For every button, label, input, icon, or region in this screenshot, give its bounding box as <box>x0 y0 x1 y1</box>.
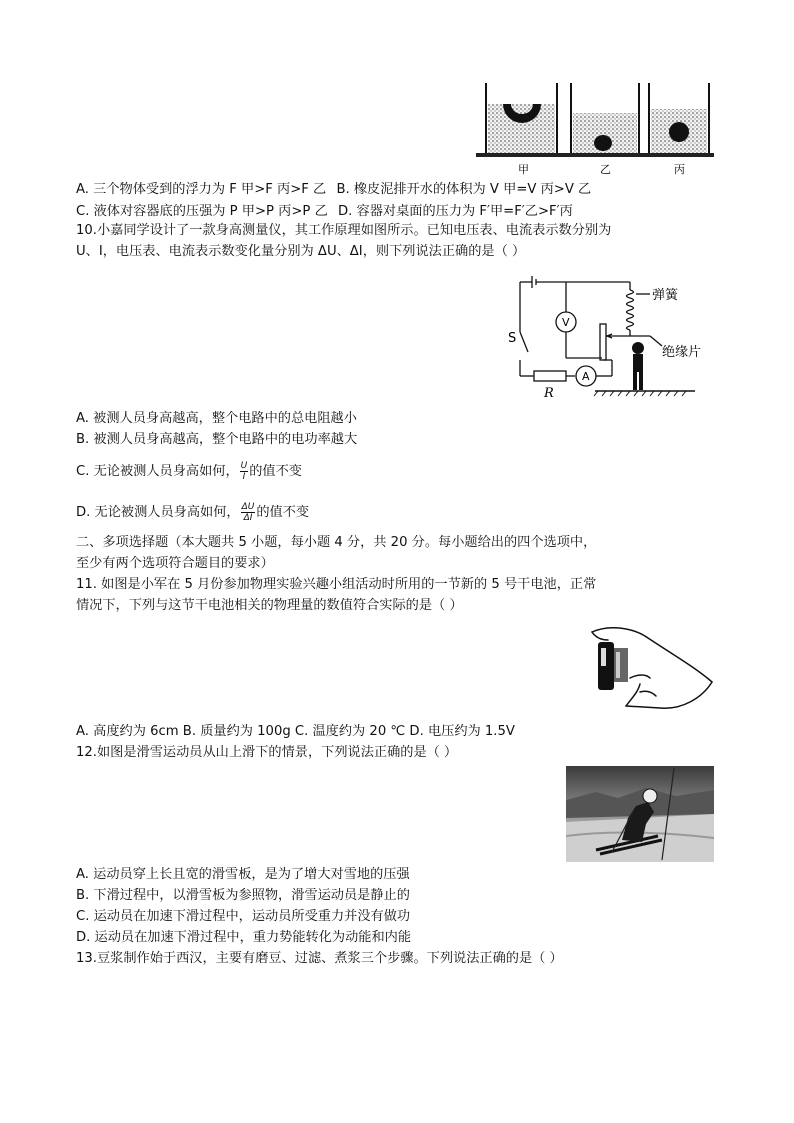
q9-option-b[interactable]: B. 橡皮泥排开水的体积为 V 甲=V 丙>V 乙 <box>336 182 592 197</box>
beaker-label-bing: 丙 <box>674 163 685 176</box>
fraction-du-over-di: $\frac{\Delta U}{\Delta I}$ <box>241 501 255 523</box>
insulator-label: 绝缘片 <box>662 345 702 360</box>
q10-stem-line-1: 10.小嘉同学设计了一款身高测量仪，其工作原理如图所示。已知电压表、电流表示数分别为 <box>76 223 612 238</box>
q12-option-b[interactable]: B. 下滑过程中，以滑雪板为参照物，滑雪运动员是静止的 <box>76 888 410 903</box>
q10-option-d-text: D. 无论被测人员身高如何， <box>76 505 240 520</box>
q10-option-c[interactable] <box>76 460 302 484</box>
q12-option-d[interactable]: D. 运动员在加速下滑过程中，重力势能转化为动能和内能 <box>76 930 412 945</box>
spring-label: 弹簧 <box>652 288 679 303</box>
q10-option-c-tail: 的值不变 <box>249 464 302 479</box>
resistor-label: R <box>544 386 554 401</box>
q11-options[interactable]: A. 高度约为 6cm B. 质量约为 100g C. 温度约为 20 ℃ D. 电压约为 1.5V <box>76 724 515 739</box>
q9-option-c[interactable]: C. 液体对容器底的压强为 P 甲>P 丙>P 乙 <box>76 204 328 219</box>
q12-option-c[interactable]: C. 运动员在加速下滑过程中，运动员所受重力并没有做功 <box>76 909 411 924</box>
q9-option-a[interactable]: A. 三个物体受到的浮力为 F 甲>F 丙>F 乙 <box>76 182 327 197</box>
q13-stem: 13.豆浆制作始于西汉，主要有磨豆、过滤、煮浆三个步骤。下列说法正确的是（ ） <box>76 951 563 966</box>
section-2-heading-line-1: 二、多项选择题（本大题共 5 小题，每小题 4 分，共 20 分。每小题给出的四个选项中， <box>76 535 597 550</box>
height-meter-circuit <box>500 270 720 402</box>
beaker-label-jia: 甲 <box>518 163 529 176</box>
beaker-label-yi: 乙 <box>600 163 611 176</box>
q11-stem-line-2: 情况下，下列与这节干电池相关的物理量的数值符合实际的是（ ） <box>76 598 463 613</box>
q10-option-d[interactable] <box>76 501 309 525</box>
ammeter-symbol: A <box>582 370 590 383</box>
beakers-figure <box>476 80 716 180</box>
battery-in-hand-figure <box>586 622 716 714</box>
voltmeter-symbol: V <box>562 316 570 329</box>
q10-stem-line-2: U、I，电压表、电流表示数变化量分别为 ΔU、ΔI，则下列说法正确的是（ ） <box>76 244 526 259</box>
q11-stem-line-1: 11. 如图是小军在 5 月份参加物理实验兴趣小组活动时所用的一节新的 5 号干电池，正常 <box>76 577 597 592</box>
q12-option-a[interactable]: A. 运动员穿上长且宽的滑雪板，是为了增大对雪地的压强 <box>76 867 410 882</box>
switch-label: S <box>508 331 517 346</box>
q9-row-ab <box>76 181 591 199</box>
q10-option-b[interactable]: B. 被测人员身高越高，整个电路中的电功率越大 <box>76 432 358 447</box>
fraction-u-over-i: $\frac{U}{I}$ <box>240 460 248 482</box>
q9-row-cd <box>76 203 573 221</box>
section-2-heading-line-2: 至少有两个选项符合题目的要求） <box>76 556 274 571</box>
q10-option-a[interactable]: A. 被测人员身高越高，整个电路中的总电阻越小 <box>76 411 357 426</box>
skier-photo <box>566 766 714 862</box>
q10-option-c-text: C. 无论被测人员身高如何， <box>76 464 239 479</box>
q10-option-d-tail: 的值不变 <box>256 505 310 520</box>
q12-stem: 12.如图是滑雪运动员从山上滑下的情景，下列说法正确的是（ ） <box>76 745 458 760</box>
q9-option-d[interactable]: D. 容器对桌面的压力为 F′甲=F′乙>F′丙 <box>337 204 573 219</box>
